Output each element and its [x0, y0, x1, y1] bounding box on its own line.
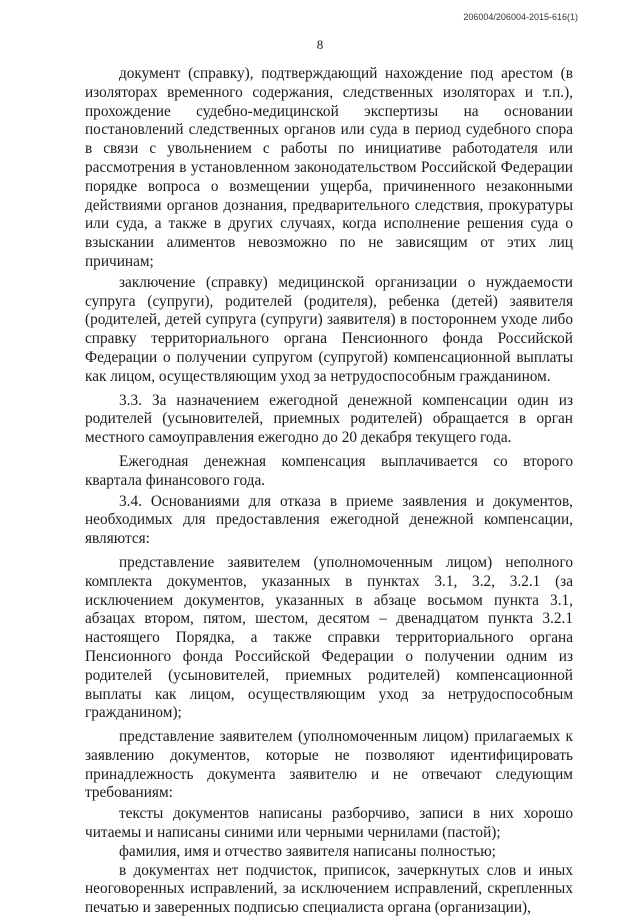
paragraph-medical-conclusion: заключение (справку) медицинской организации о нуждаемости супруга (супруги), родителей (родителя), ребенка (детей) заявителя (родителей, детей супруга (супруги) заявителя) в постороннем уходе либо справку территориального органа Пенсионного фонда Российской Федерации о получении супругом (супругой) компенсационной выплаты как лицом, осуществляющим уход за нетрудоспособным гражданином. — [85, 273, 573, 385]
paragraph-compensation-payment: Ежегодная денежная компенсация выплачивается со второго квартала финансового года. — [85, 452, 573, 489]
document-id: 206004/206004-2015-616(1) — [463, 12, 578, 22]
page-number: 8 — [316, 37, 324, 52]
document-body — [85, 65, 573, 918]
paragraph-legible-texts: тексты документов написаны разборчиво, записи в них хорошо читаемы и написаны синими или черными чернилами (пастой); — [85, 805, 573, 842]
paragraph-3-4: 3.4. Основаниями для отказа в приеме заявления и документов, необходимых для предоставления ежегодной денежной компенсации, являются: — [85, 492, 573, 548]
paragraph-full-name: фамилия, имя и отчество заявителя написаны полностью; — [119, 842, 496, 860]
paragraph-arrest-document: документ (справку), подтверждающий нахождение под арестом (в изоляторах временного содержания, следственных изоляторах и т.п.), прохождение судебно-медицинской экспертизы на основании постановлений следственных органов или суда в период судебного спора в связи с увольнением с работы по инициативе работодателя или рассмотрения в установленном законодательством Российской Федерации порядке вопроса о возмещении ущерба, причиненного незаконными действиями органов дознания, предварительного следствия, прокуратуры или суда, а также в других случаях, когда исполнение решения суда о взыскании алиментов невозможно по не зависящим от этих лиц причинам; — [85, 65, 573, 270]
paragraph-no-erasures: в документах нет подчисток, приписок, зачеркнутых слов и иных неоговоренных исправлений, за исключением исправлений, скрепленных печатью и заверенных подписью специалиста органа (организации), — [85, 861, 573, 917]
paragraph-3-3: 3.3. За назначением ежегодной денежной компенсации один из родителей (усыновителей, приемных родителей) обращается в орган местного самоуправления ежегодно до 20 декабря текущего года. — [85, 391, 573, 447]
paragraph-incomplete-set: представление заявителем (уполномоченным лицом) неполного комплекта документов, указанных в пунктах 3.1, 3.2, 3.2.1 (за исключением документов, указанных в абзаце восьмом пункта 3.1, абзацах втором, пятом, шестом, десятом – двенадцатом пункта 3.2.1 настоящего Порядка, а также справки территориального органа Пенсионного фонда Российской Федерации о получении одним из родителей (усыновителей, приемных родителей) компенсационной выплаты как лицом, осуществляющим уход за нетрудоспособным гражданином); — [85, 553, 573, 722]
paragraph-documents-identification: представление заявителем (уполномоченным лицом) прилагаемых к заявлению документов, которые не позволяют идентифицировать принадлежность документа заявителю и не отвечают следующим требованиям: — [85, 728, 573, 802]
